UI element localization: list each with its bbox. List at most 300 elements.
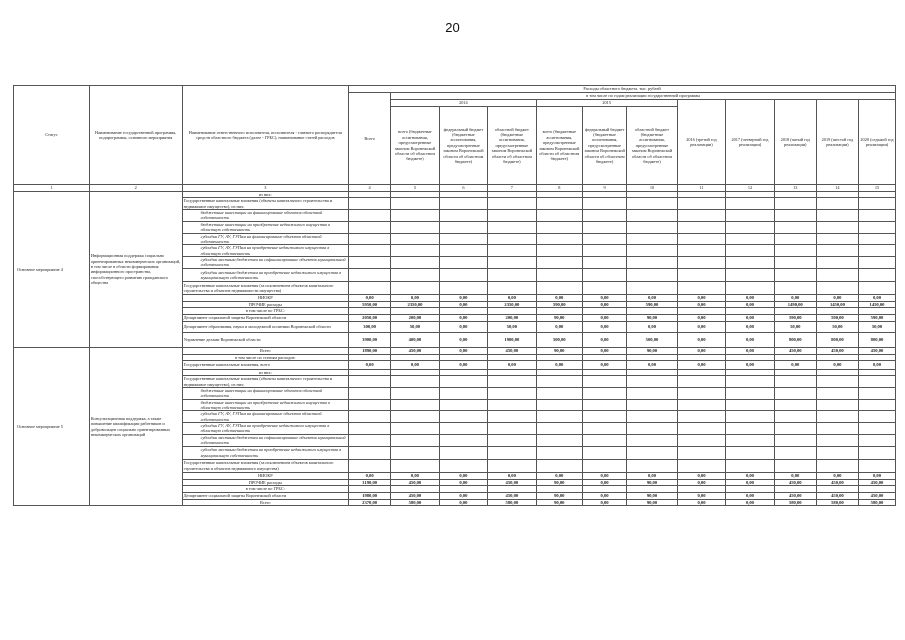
value-cell: [439, 399, 487, 411]
value-cell: 0,00: [627, 294, 678, 301]
value-cell: 50,00: [858, 321, 895, 332]
header-col11: 2016 (третий год реализации): [677, 100, 725, 185]
value-cell: [726, 256, 774, 268]
value-cell: [774, 434, 816, 446]
value-cell: [391, 210, 439, 222]
value-cell: 0,00: [439, 347, 487, 354]
value-cell: [677, 256, 725, 268]
value-cell: 90,00: [536, 492, 582, 499]
value-cell: [774, 210, 816, 222]
value-cell: 0,00: [726, 472, 774, 479]
value-cell: 0,00: [677, 301, 725, 308]
value-cell: 0,00: [391, 472, 439, 479]
value-cell: [488, 446, 536, 459]
value-cell: [677, 459, 725, 472]
value-cell: [488, 459, 536, 472]
value-cell: 2350,00: [488, 301, 536, 308]
value-cell: 50,00: [488, 321, 536, 332]
value-cell: 3900,00: [349, 332, 391, 347]
value-cell: [349, 434, 391, 446]
value-cell: 450,00: [774, 492, 816, 499]
value-cell: [816, 233, 858, 245]
value-cell: 0,00: [349, 472, 391, 479]
value-cell: [627, 221, 678, 233]
value-cell: 0,00: [439, 492, 487, 499]
page-number: 20: [445, 20, 460, 35]
value-cell: 0,00: [726, 301, 774, 308]
value-cell: [677, 376, 725, 388]
value-cell: [858, 376, 895, 388]
value-cell: 580,00: [488, 499, 536, 506]
header-col9: федеральный бюджет (бюджетные ассигнования, предусмотренные законом Воронежской области об областном бюджете): [582, 107, 626, 185]
value-cell: [582, 268, 626, 281]
value-cell: [349, 423, 391, 435]
row-label: Департамент социальной защиты Воронежской области: [182, 314, 348, 321]
col-number: 2: [89, 185, 182, 192]
value-cell: 0,00: [677, 332, 725, 347]
row-label: бюджетные инвестиции на приобретение недвижимого имущества в областную собственность: [182, 221, 348, 233]
value-cell: 0,00: [582, 332, 626, 347]
value-cell: [858, 198, 895, 210]
value-cell: [349, 245, 391, 257]
value-cell: [627, 434, 678, 446]
value-cell: [677, 281, 725, 294]
col-number: 11: [677, 185, 725, 192]
header-col12: 2017 (четвертый год реализации): [726, 100, 774, 185]
value-cell: [816, 210, 858, 222]
value-cell: [627, 459, 678, 472]
row-label: Государственные капитальные вложения (объекты капитального строительства и недвижимое имущество), из них:: [182, 376, 348, 388]
value-cell: [774, 411, 816, 423]
value-cell: 1450,00: [816, 301, 858, 308]
row-label: НИОКР: [182, 472, 348, 479]
value-cell: [816, 399, 858, 411]
value-cell: [816, 198, 858, 210]
col-number: 15: [858, 185, 895, 192]
col-number: 6: [439, 185, 487, 192]
value-cell: 0,00: [349, 294, 391, 301]
value-cell: [536, 281, 582, 294]
value-cell: [816, 387, 858, 399]
value-cell: 580,00: [774, 499, 816, 506]
value-cell: 0,00: [582, 314, 626, 321]
value-cell: [488, 245, 536, 257]
header-status: Статус: [14, 86, 90, 185]
value-cell: [349, 256, 391, 268]
value-cell: [858, 210, 895, 222]
row-label: Государственные капитальные вложения (объекты капитального строительства и недвижимое имущество), из них:: [182, 198, 348, 210]
header-col13: 2018 (пятый год реализации): [774, 100, 816, 185]
value-cell: 580,00: [391, 499, 439, 506]
value-cell: [627, 233, 678, 245]
value-cell: [774, 423, 816, 435]
value-cell: [488, 281, 536, 294]
value-cell: [488, 210, 536, 222]
value-cell: 90,00: [536, 347, 582, 354]
header-col7: областной бюджет (бюджетные ассигнования, предусмотренные законом Воронежской области об областном бюджете): [488, 107, 536, 185]
value-cell: [439, 411, 487, 423]
row-label: ПРОЧИЕ расходы: [182, 479, 348, 486]
value-cell: [726, 434, 774, 446]
value-cell: [816, 459, 858, 472]
value-cell: 50,00: [391, 321, 439, 332]
value-cell: [349, 387, 391, 399]
row-label: Управление делами Воронежской области: [182, 332, 348, 347]
value-cell: 0,00: [488, 294, 536, 301]
value-cell: [439, 387, 487, 399]
activity-status: Основное мероприятие 4: [14, 192, 90, 348]
value-cell: 450,00: [488, 479, 536, 486]
value-cell: [488, 423, 536, 435]
value-cell: [774, 198, 816, 210]
value-cell: [816, 376, 858, 388]
value-cell: [627, 411, 678, 423]
value-cell: [726, 221, 774, 233]
value-cell: [774, 399, 816, 411]
value-cell: [488, 376, 536, 388]
value-cell: [774, 245, 816, 257]
value-cell: 590,00: [627, 301, 678, 308]
value-cell: 0,00: [582, 499, 626, 506]
value-cell: [536, 198, 582, 210]
value-cell: [582, 446, 626, 459]
value-cell: [774, 387, 816, 399]
value-cell: [726, 281, 774, 294]
value-cell: 0,00: [726, 294, 774, 301]
value-cell: [349, 281, 391, 294]
value-cell: 580,00: [816, 499, 858, 506]
value-cell: [858, 434, 895, 446]
value-cell: 0,00: [536, 321, 582, 332]
value-cell: [349, 221, 391, 233]
value-cell: 450,00: [488, 492, 536, 499]
value-cell: [349, 233, 391, 245]
value-cell: [582, 411, 626, 423]
value-cell: [488, 268, 536, 281]
value-cell: [391, 281, 439, 294]
value-cell: [391, 411, 439, 423]
value-cell: [677, 387, 725, 399]
value-cell: [726, 423, 774, 435]
value-cell: [677, 446, 725, 459]
value-cell: [816, 221, 858, 233]
value-cell: [677, 411, 725, 423]
value-cell: [488, 221, 536, 233]
value-cell: [816, 245, 858, 257]
value-cell: 450,00: [816, 347, 858, 354]
value-cell: [726, 376, 774, 388]
value-cell: [349, 399, 391, 411]
value-cell: [774, 268, 816, 281]
col-number: 4: [349, 185, 391, 192]
value-cell: 90,00: [627, 347, 678, 354]
value-cell: [488, 411, 536, 423]
value-cell: 0,00: [391, 294, 439, 301]
value-cell: [439, 268, 487, 281]
value-cell: 90,00: [627, 492, 678, 499]
value-cell: 0,00: [439, 360, 487, 369]
value-cell: 0,00: [439, 294, 487, 301]
value-cell: [391, 459, 439, 472]
column-number-row: [14, 185, 896, 192]
value-cell: 90,00: [536, 479, 582, 486]
value-cell: [439, 198, 487, 210]
value-cell: 0,00: [582, 479, 626, 486]
value-cell: 2370,00: [349, 499, 391, 506]
row-label: из них:: [182, 369, 348, 375]
row-label: в том числе по ГРБС:: [182, 308, 348, 314]
value-cell: [536, 256, 582, 268]
value-cell: [488, 233, 536, 245]
value-cell: 90,00: [536, 499, 582, 506]
row-label: субсидии ГУ, АУ, ГУПам на приобретение недвижимого имущества в областную собственность: [182, 423, 348, 435]
value-cell: [391, 233, 439, 245]
value-cell: 50,00: [816, 321, 858, 332]
value-cell: 450,00: [816, 492, 858, 499]
header-col5: всего (бюджетные ассигнования, предусмотренные законом Воронежской области об областном бюджете): [391, 107, 439, 185]
value-cell: [391, 446, 439, 459]
value-cell: [439, 221, 487, 233]
header-col6: федеральный бюджет (бюджетные ассигнования, предусмотренные законом Воронежской области об областном бюджете): [439, 107, 487, 185]
value-cell: [536, 268, 582, 281]
row-label: Государственные капитальные вложения, всего: [182, 360, 348, 369]
value-cell: [726, 245, 774, 257]
value-cell: 0,00: [677, 479, 725, 486]
value-cell: [536, 423, 582, 435]
header-col14: 2019 (шестой год реализации): [816, 100, 858, 185]
value-cell: [858, 233, 895, 245]
table-row: [14, 347, 896, 354]
value-cell: 0,00: [536, 294, 582, 301]
value-cell: [439, 376, 487, 388]
value-cell: [536, 221, 582, 233]
value-cell: [816, 446, 858, 459]
value-cell: [391, 399, 439, 411]
value-cell: [677, 210, 725, 222]
value-cell: 0,00: [677, 499, 725, 506]
value-cell: [582, 459, 626, 472]
value-cell: [858, 256, 895, 268]
value-cell: 0,00: [582, 301, 626, 308]
value-cell: [439, 459, 487, 472]
col-number: 7: [488, 185, 536, 192]
col-number: 12: [726, 185, 774, 192]
value-cell: 590,00: [536, 301, 582, 308]
value-cell: 450,00: [858, 347, 895, 354]
value-cell: [858, 446, 895, 459]
value-cell: 0,00: [726, 321, 774, 332]
value-cell: [858, 459, 895, 472]
value-cell: [816, 411, 858, 423]
value-cell: [391, 376, 439, 388]
value-cell: 590,00: [816, 314, 858, 321]
value-cell: 0,00: [349, 360, 391, 369]
value-cell: 0,00: [677, 321, 725, 332]
row-label: бюджетные инвестиции на финансирование объектов областной собственности: [182, 210, 348, 222]
value-cell: 800,00: [816, 332, 858, 347]
value-cell: 0,00: [488, 360, 536, 369]
value-cell: 450,00: [774, 479, 816, 486]
value-cell: 0,00: [726, 479, 774, 486]
value-cell: 0,00: [677, 360, 725, 369]
value-cell: [677, 221, 725, 233]
value-cell: [627, 376, 678, 388]
value-cell: 590,00: [858, 314, 895, 321]
value-cell: [439, 210, 487, 222]
value-cell: [391, 387, 439, 399]
value-cell: [774, 221, 816, 233]
row-label: Государственные капитальные вложения (за исключением объектов капитального строительства и объектов недвижимого имущества): [182, 459, 348, 472]
value-cell: 400,00: [391, 332, 439, 347]
value-cell: 0,00: [816, 360, 858, 369]
value-cell: 0,00: [858, 360, 895, 369]
value-cell: 0,00: [582, 321, 626, 332]
row-label: НИОКР: [182, 294, 348, 301]
value-cell: 3190,00: [349, 479, 391, 486]
value-cell: [439, 423, 487, 435]
value-cell: [439, 256, 487, 268]
value-cell: [439, 281, 487, 294]
value-cell: [816, 281, 858, 294]
value-cell: [677, 268, 725, 281]
value-cell: [439, 245, 487, 257]
col-number: 5: [391, 185, 439, 192]
col-number: 14: [816, 185, 858, 192]
value-cell: [627, 399, 678, 411]
value-cell: 1490,00: [774, 301, 816, 308]
value-cell: 0,00: [726, 360, 774, 369]
row-label: субсидии местным бюджетам на софинансирование объектов муниципальной собственности: [182, 256, 348, 268]
value-cell: [349, 446, 391, 459]
row-label: в том числе по статьям расходов:: [182, 354, 348, 360]
value-cell: 0,00: [439, 472, 487, 479]
value-cell: 0,00: [391, 360, 439, 369]
value-cell: 580,00: [858, 499, 895, 506]
value-cell: 0,00: [677, 314, 725, 321]
header-program: Наименование государственной программы, подпрограммы, основного мероприятия: [89, 86, 182, 185]
value-cell: [536, 210, 582, 222]
value-cell: [582, 423, 626, 435]
value-cell: 90,00: [627, 314, 678, 321]
row-label: Всего: [182, 499, 348, 506]
value-cell: [391, 198, 439, 210]
value-cell: [677, 399, 725, 411]
value-cell: [536, 434, 582, 446]
row-label: в том числе по ГРБС:: [182, 486, 348, 492]
value-cell: [774, 376, 816, 388]
value-cell: 0,00: [582, 472, 626, 479]
value-cell: 450,00: [774, 347, 816, 354]
value-cell: [349, 411, 391, 423]
value-cell: 300,00: [349, 321, 391, 332]
value-cell: 0,00: [726, 347, 774, 354]
value-cell: [627, 245, 678, 257]
value-cell: 1980,00: [349, 492, 391, 499]
value-cell: [582, 376, 626, 388]
value-cell: 0,00: [726, 332, 774, 347]
value-cell: 0,00: [536, 360, 582, 369]
value-cell: 0,00: [627, 472, 678, 479]
value-cell: 90,00: [627, 479, 678, 486]
value-cell: 50,00: [774, 321, 816, 332]
value-cell: [488, 387, 536, 399]
value-cell: 0,00: [439, 332, 487, 347]
value-cell: 450,00: [816, 479, 858, 486]
value-cell: [774, 459, 816, 472]
value-cell: [627, 446, 678, 459]
value-cell: [726, 268, 774, 281]
value-cell: 1450,00: [858, 301, 895, 308]
value-cell: [627, 281, 678, 294]
value-cell: [726, 198, 774, 210]
value-cell: [536, 376, 582, 388]
value-cell: [391, 434, 439, 446]
row-label: из них:: [182, 192, 348, 198]
value-cell: 90,00: [627, 499, 678, 506]
value-cell: [582, 245, 626, 257]
value-cell: [536, 411, 582, 423]
value-cell: 0,00: [439, 321, 487, 332]
value-cell: [627, 210, 678, 222]
value-cell: [774, 256, 816, 268]
value-cell: [488, 198, 536, 210]
row-label: субсидии ГУ, АУ, ГУПам на финансирование объектов областной собственности: [182, 411, 348, 423]
value-cell: [391, 268, 439, 281]
value-cell: 5950,00: [349, 301, 391, 308]
value-cell: [677, 423, 725, 435]
value-cell: 0,00: [858, 472, 895, 479]
value-cell: [858, 399, 895, 411]
value-cell: 1900,00: [488, 332, 536, 347]
value-cell: 0,00: [677, 492, 725, 499]
value-cell: [536, 399, 582, 411]
value-cell: [858, 387, 895, 399]
value-cell: 0,00: [582, 294, 626, 301]
value-cell: [582, 387, 626, 399]
value-cell: [391, 423, 439, 435]
col-number: 1: [14, 185, 90, 192]
value-cell: [627, 256, 678, 268]
value-cell: 450,00: [391, 492, 439, 499]
col-number: 13: [774, 185, 816, 192]
value-cell: [726, 233, 774, 245]
value-cell: 2350,00: [391, 301, 439, 308]
value-cell: 1890,00: [349, 347, 391, 354]
activity-name: Консультационная поддержка, а также повышение квалификации работников и добровольцев социально ориентированных некоммерческих организаций: [89, 347, 182, 506]
value-cell: [582, 210, 626, 222]
value-cell: [349, 268, 391, 281]
col-number: 8: [536, 185, 582, 192]
row-label: Всего: [182, 347, 348, 354]
value-cell: [858, 281, 895, 294]
value-cell: [774, 446, 816, 459]
value-cell: [627, 423, 678, 435]
block-main-activity-4: [14, 192, 896, 348]
value-cell: 0,00: [858, 294, 895, 301]
budget-table: [13, 85, 896, 506]
value-cell: 800,00: [774, 332, 816, 347]
value-cell: [726, 210, 774, 222]
row-label: бюджетные инвестиции на приобретение недвижимого имущества в областную собственность: [182, 399, 348, 411]
row-label: ПРОЧИЕ расходы: [182, 301, 348, 308]
value-cell: 0,00: [627, 321, 678, 332]
row-label: Департамент социальной защиты Воронежской области: [182, 492, 348, 499]
value-cell: [349, 210, 391, 222]
value-cell: [858, 245, 895, 257]
row-label: Департамент образования, науки и молодежной политики Воронежской области: [182, 321, 348, 332]
value-cell: 0,00: [816, 472, 858, 479]
value-cell: [627, 268, 678, 281]
